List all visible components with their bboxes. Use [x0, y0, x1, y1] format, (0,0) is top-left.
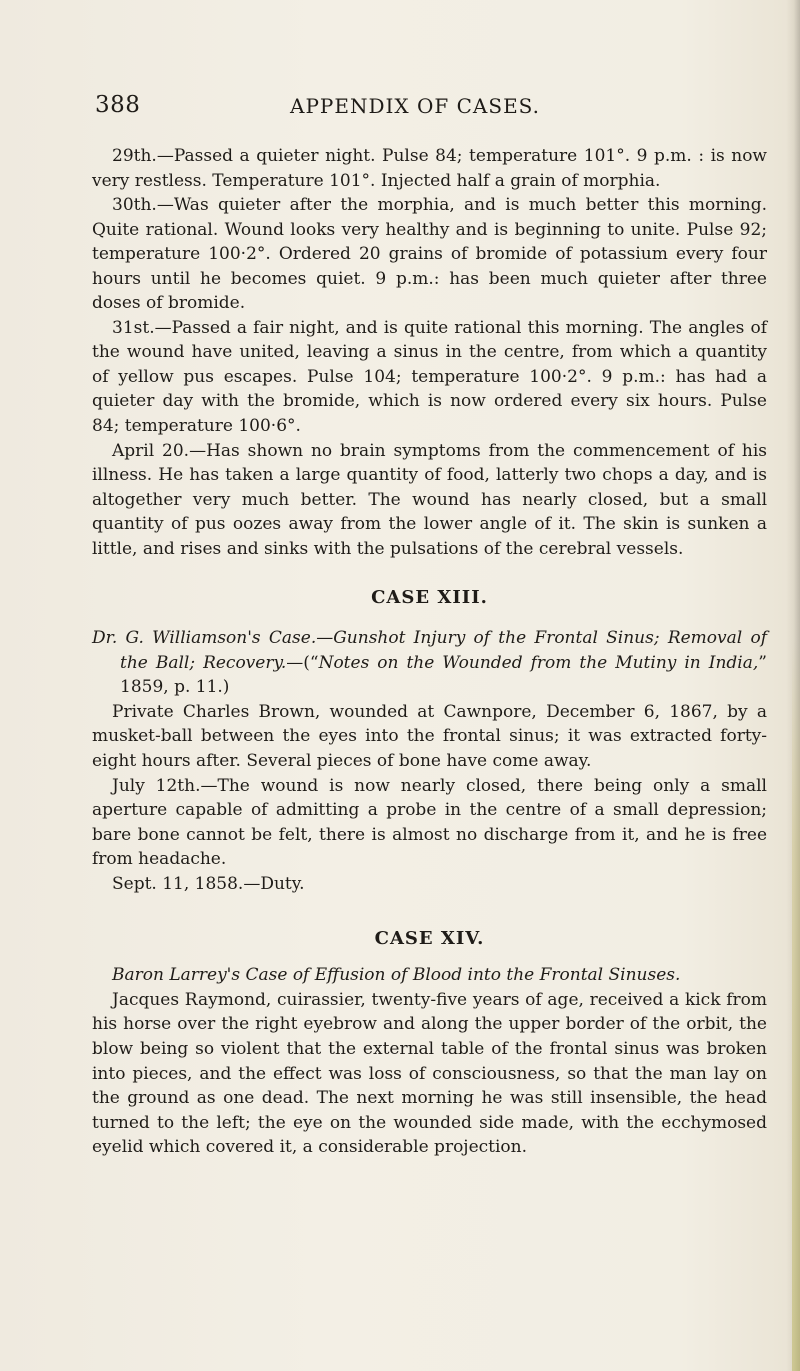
page-header	[95, 92, 740, 122]
case-13-citation	[92, 626, 767, 700]
page-number: 388	[95, 92, 141, 118]
case-13-citation-title: Dr. G. Williamson's Case.—Gunshot Injury of the Frontal Sinus; Removal of the Ball; Recovery.	[92, 628, 767, 673]
page-edge-stain	[792, 640, 800, 1371]
running-head: APPENDIX OF CASES.	[290, 94, 541, 118]
paragraph: July 12th.—The wound is now nearly closed, there being only a small aperture capable of admitting a probe in the centre of a small depression; bare bone cannot be felt, there is almost no discharge from it, and he is free from headache.	[92, 775, 767, 870]
case-13-heading: CASE XIII.	[371, 587, 488, 609]
case-14-heading: CASE XIV.	[374, 928, 485, 950]
paragraph: Sept. 11, 1858.—Duty.	[112, 873, 305, 894]
case-14-subtitle	[92, 963, 767, 988]
citation-close: ” 1859, p. 11.)	[120, 652, 767, 698]
page-body	[92, 144, 767, 1160]
paragraph: 29th.—Passed a quieter night. Pulse 84; temperature 101°. 9 p.m. : is now very restless. Temperature 101°. Injected half a grain of morphia.	[92, 146, 767, 191]
paragraph: Jacques Raymond, cuirassier, twenty-five years of age, received a kick from his horse over the right eyebrow and along the upper border of the orbit, the blow being so violent that the external table of the frontal sinus was broken into pieces, and the effect was loss of consciousness, so that the man lay on the ground as one dead. The next morning he was still insensible, the head turned to the left; the eye on the wounded side made, with the ecchymosed eyelid which covered it, a considerable projection.	[92, 989, 767, 1158]
case-14-subtitle-text: Baron Larrey's Case of Effusion of Blood into the Frontal Sinuses.	[112, 965, 681, 986]
paragraph: Private Charles Brown, wounded at Cawnpore, December 6, 1867, by a musket-ball between the eyes into the frontal sinus; it was extracted forty-eight hours after. Several pieces of bone have come away.	[92, 701, 767, 772]
paragraph: 30th.—Was quieter after the morphia, and is much better this morning. Quite rational. Wound looks very healthy and is beginning to unite. Pulse 92; temperature 100·2°. Ordered 20 grains of bromide of potassium every four hours until he becomes quiet. 9 p.m.: has been much quieter after three doses of bromide.	[92, 195, 767, 314]
paragraph: 31st.—Passed a fair night, and is quite rational this morning. The angles of the wound have united, leaving a sinus in the centre, from which a quantity of yellow pus escapes. Pulse 104; temperature 100·2°. 9 p.m.: has had a quieter day with the bromide, which is now ordered every six hours. Pulse 84; temperature 100·6°.	[92, 317, 767, 437]
citation-open: —(“	[286, 652, 319, 673]
paragraph: April 20.—Has shown no brain symptoms from the commencement of his illness. He has taken a large quantity of food, latterly two chops a day, and is altogether very much better. The wound has nearly closed, but a small quantity of pus oozes away from the lower angle of it. The skin is sunken a little, and rises and sinks with the pulsations of the cerebral vessels.	[92, 440, 767, 559]
citation-source: Notes on the Wounded from the Mutiny in India,	[318, 652, 759, 673]
